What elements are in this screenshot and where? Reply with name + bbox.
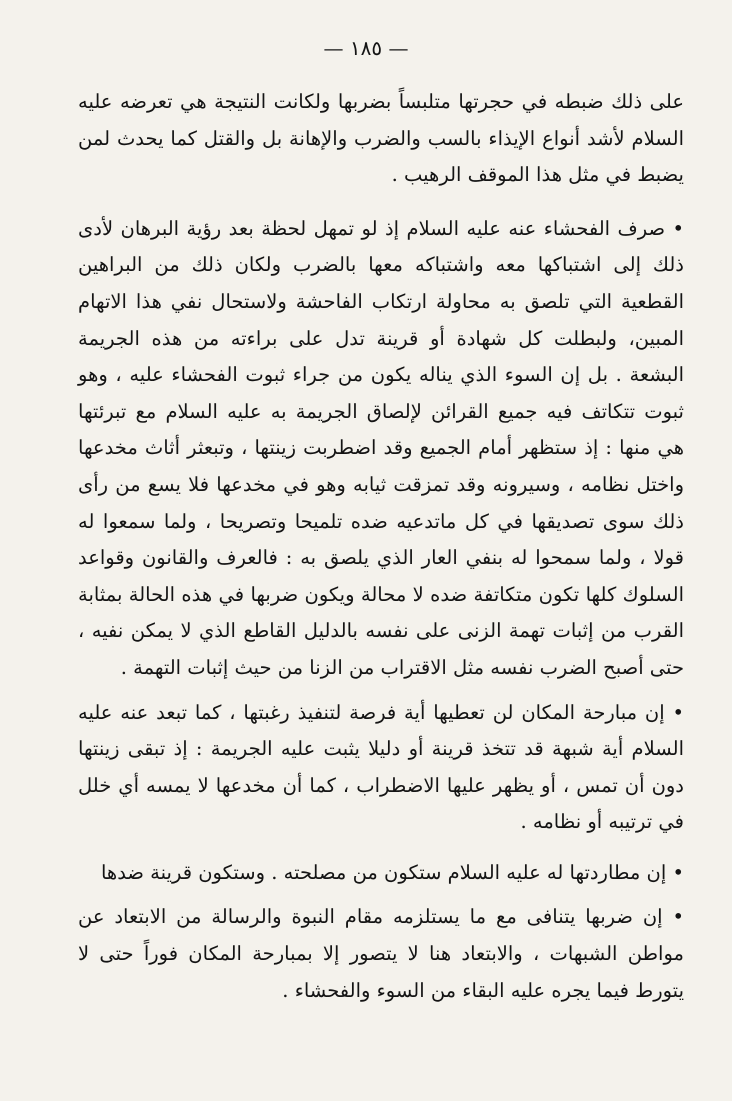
paragraph-1: على ذلك ضبطه في حجرتها متلبساً بضربها ولكانت النتيجة هي تعرضه عليه السلام لأشد أنواع الإيذاء بالسب والضرب والإهانة بل والقتل كما يحدث لمن يضبط في مثل هذا الموقف الرهيب .	[78, 90, 684, 187]
page-number: — ١٨٥ —	[323, 36, 409, 60]
paragraph-5: • إن ضربها يتنافى مع ما يستلزمه مقام النبوة والرسالة من الابتعاد عن مواطن الشبهات ، والابتعاد هنا لا يتصور إلا بمبارحة المكان فوراً حتى لا يتورط فيما يجره عليه البقاء من السوء والفحشاء .	[78, 905, 684, 1002]
paragraph-3: • إن مبارحة المكان لن تعطيها أية فرصة لتنفيذ رغبتها ، كما تبعد عنه عليه السلام أية شبهة قد تتخذ قرينة أو دليلا يثبت عليه الجريمة : إذ تبقى زينتها دون أن تمس ، أو يظهر عليها الاضطراب ، كما أن مخدعها لا يمسه أي خلل في ترتيبه أو نظامه .	[78, 700, 684, 834]
paragraph-4: • إن مطاردتها له عليه السلام ستكون من مصلحته . وستكون قرينة ضدها	[100, 860, 684, 884]
paragraph-2: • صرف الفحشاء عنه عليه السلام إذ لو تمهل لحظة بعد رؤية البرهان لأدى ذلك إلى اشتباكها معه واشتباكه معها بالضرب ولكان ذلك من البراهين القطعية التي تلصق به محاولة ارتكاب الفاحشة ولاستحال نفي هذا الاتهام المبين، ولبطلت كل شهادة أو قرينة تدل على براءته من هذه الجريمة البشعة . بل إن السوء الذي يناله يكون من جراء ثبوت الفحشاء عليه ، وهو ثبوت تتكاتف فيه جميع القرائن لإلصاق الجريمة به عليه السلام مع تبرئتها هي منها : إذ ستظهر أمام الجميع وقد اضطربت زينتها ، وتبعثر أثاث مخدعها واختل نظامه ، وسيرونه وقد تمزقت ثيابه وهو في مخدعها فلا يسع من رأى ذلك سوى تصديقها في كل ماتدعيه ضده تلميحا وتصريحا ، ولما سمعوا له قولا ، ولما سمحوا له بنفي العار الذي يلصق به : فالعرف والقانون وقواعد السلوك كلها تكون متكاتفة ضده لا محالة ويكون ضربها في هذه الحالة بمثابة القرب من إثبات تهمة الزنى على نفسه بالدليل القاطع الذي لا يمكن نفيه ، حتى أصبح الضرب نفسه مثل الاقتراب من الزنا من حيث إثبات التهمة .	[78, 216, 684, 679]
body-text	[78, 84, 684, 1009]
